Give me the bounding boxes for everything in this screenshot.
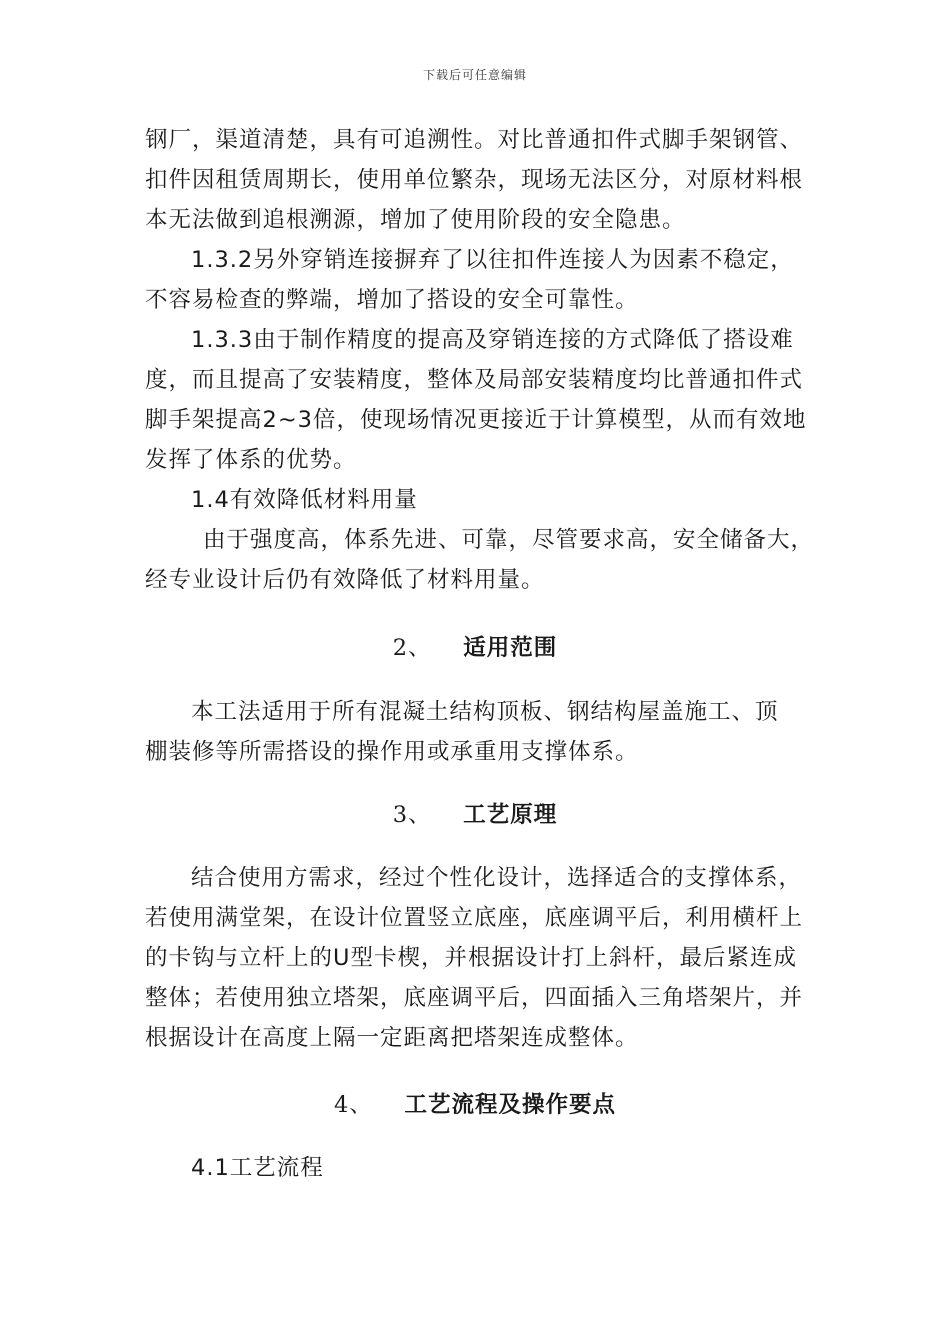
- section-title: 适用范围: [463, 635, 558, 661]
- section-number: 4、: [333, 1092, 373, 1118]
- paragraph-line: 1.3.2另外穿销连接摒弃了以往扣件连接人为因素不稳定，: [191, 247, 794, 273]
- paragraph-line: 1.3.3由于制作精度的提高及穿销连接的方式降低了搭设难: [191, 327, 794, 353]
- subsection-heading: 4.1工艺流程: [191, 1155, 324, 1181]
- paragraph-line: 的卡钩与立杆上的U型卡楔，并根据设计打上斜杆，最后紧连成: [145, 945, 797, 971]
- paragraph-line: 经专业设计后仍有效降低了材料用量。: [145, 567, 545, 593]
- section-3-body: [145, 858, 810, 1058]
- section-number: 3、: [392, 802, 432, 828]
- section-1-body: [145, 120, 815, 600]
- paragraph-line: 扣件因租赁周期长，使用单位繁杂，现场无法区分，对原材料根: [145, 167, 804, 193]
- section-2-body: [145, 692, 810, 772]
- paragraph-line: 本无法做到追根溯源，增加了使用阶段的安全隐患。: [145, 207, 686, 233]
- paragraph-line: 度，而且提高了安装精度，整体及局部安装精度均比普通扣件式: [145, 367, 804, 393]
- section-4-body: [145, 1148, 810, 1188]
- section-number: 2、: [392, 635, 432, 661]
- paragraph-line: 整体；若使用独立塔架，底座调平后，四面插入三角塔架片，并: [145, 985, 804, 1011]
- section-3-heading: [0, 795, 950, 835]
- paragraph-line: 由于强度高，体系先进、可靠，尽管要求高，安全储备大，: [203, 527, 815, 553]
- paragraph-line: 钢厂，渠道清楚，具有可追溯性。对比普通扣件式脚手架钢管、: [145, 127, 804, 153]
- paragraph-line: 脚手架提高2~3倍，使现场情况更接近于计算模型，从而有效地: [145, 407, 807, 433]
- page-header: 下载后可任意编辑: [422, 68, 527, 82]
- paragraph-line: 不容易检查的弊端，增加了搭设的安全可靠性。: [145, 287, 639, 313]
- subsection-heading: 1.4有效降低材料用量: [191, 487, 418, 513]
- paragraph-line: 发挥了体系的优势。: [145, 447, 357, 473]
- section-2-heading: [0, 628, 950, 668]
- paragraph-line: 若使用满堂架，在设计位置竖立底座，底座调平后，利用横杆上: [145, 905, 804, 931]
- paragraph-line: 棚装修等所需搭设的操作用或承重用支撑体系。: [145, 739, 639, 765]
- paragraph-line: 本工法适用于所有混凝土结构顶板、钢结构屋盖施工、顶: [191, 699, 779, 725]
- section-title: 工艺原理: [463, 802, 558, 828]
- paragraph-line: 根据设计在高度上隔一定距离把塔架连成整体。: [145, 1025, 639, 1051]
- section-4-heading: [0, 1085, 950, 1125]
- section-title: 工艺流程及操作要点: [404, 1092, 617, 1118]
- paragraph-line: 结合使用方需求，经过个性化设计，选择适合的支撑体系，: [191, 865, 803, 891]
